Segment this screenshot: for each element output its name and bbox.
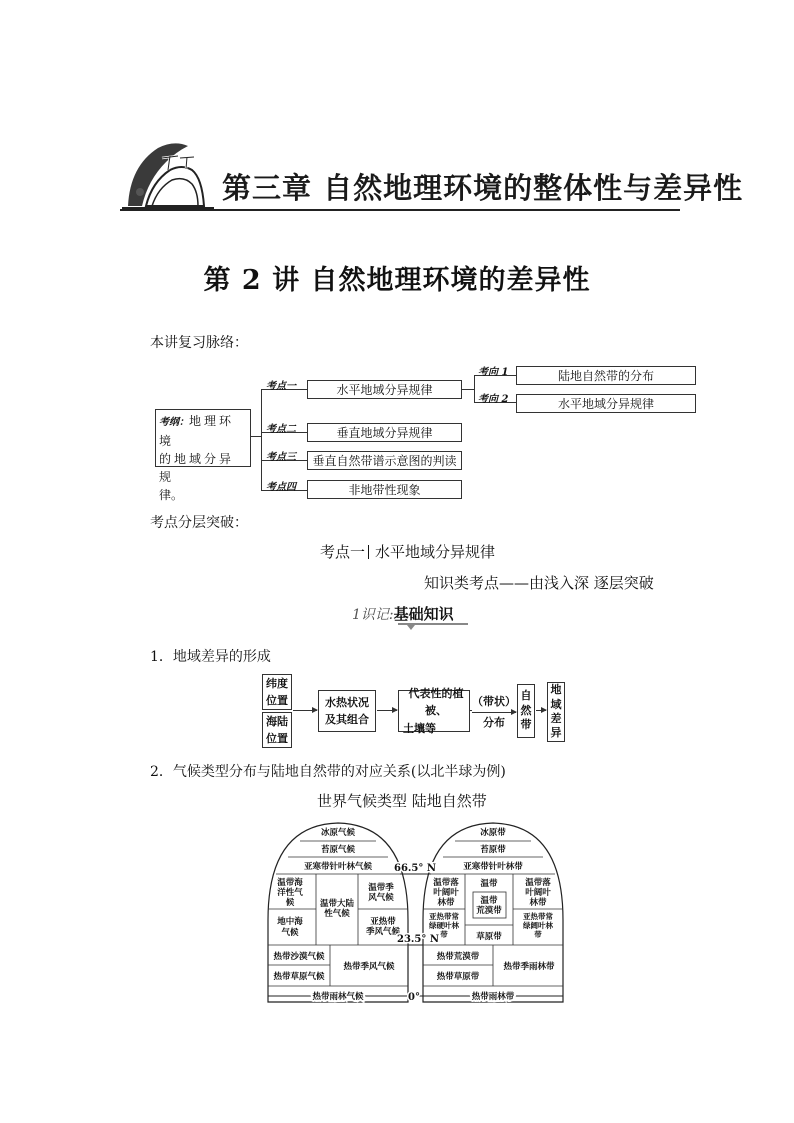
- book-mountain-icon: [118, 136, 218, 212]
- flow-regional-difference: 地 域 差 异: [547, 682, 565, 742]
- climate-temp-continental-1: 温带大陆: [319, 899, 355, 909]
- breakthrough-heading: 考点分层突破：: [150, 515, 248, 531]
- climate-temp-monsoon-1: 温带季: [368, 883, 394, 893]
- zone-temp-desert-1: 温带: [480, 896, 498, 906]
- syllabus-line-3: 律。: [159, 488, 184, 502]
- flow-land-sea: 海陆 位置: [262, 712, 292, 748]
- climate-tundra: 苔原气候: [320, 845, 356, 855]
- zone-temp-deciduous-w-3: 林带: [437, 898, 455, 908]
- climate-trop-monsoon: 热带季风气候: [343, 962, 395, 972]
- climate-temp-continental-2: 性气候: [324, 909, 350, 919]
- syllabus-box: [155, 409, 251, 502]
- point-tag-2: 考点二: [266, 424, 296, 435]
- climate-subarctic: 亚寒带针叶林气候: [303, 862, 373, 872]
- climate-ice: 冰原气候: [320, 828, 356, 838]
- zone-trop-rainforest: 热带雨林带: [471, 992, 515, 1002]
- knowledge-subtitle: 知识类考点——由浅入深 逐层突破: [424, 574, 654, 592]
- point-box-4: 非地带性现象: [307, 480, 462, 499]
- lat-equator: 0°: [408, 992, 420, 1003]
- point-title: 水平地域分异规律: [375, 543, 496, 561]
- climate-zone-svg: [258, 820, 578, 1010]
- section2-subtitle: 世界气候类型 陆地自然带: [317, 792, 487, 810]
- section1-title: 1．地域差异的形成: [150, 649, 271, 665]
- zone-tundra: 苔原带: [480, 845, 506, 855]
- direction-tag-2: 考向 2: [478, 394, 509, 405]
- flow-heat-water: 水热状况 及其组合: [318, 690, 376, 732]
- lat-66-5: 66.5° N: [394, 863, 436, 874]
- point-box-1: 水平地域分异规律: [307, 380, 462, 399]
- lat-23-5: 23.5° N: [397, 934, 439, 945]
- syllabus-line-1: 地理环境: [159, 414, 235, 448]
- syllabus-tag: 考纲：: [159, 417, 189, 428]
- direction-box-1: 陆地自然带的分布: [516, 366, 696, 385]
- climate-zone-diagram: [258, 820, 578, 1010]
- climate-trop-rainforest: 热带雨林气候: [312, 992, 364, 1002]
- climate-mediterranean-1: 地中海: [277, 917, 303, 927]
- lecture-title: 第 2 讲 自然地理环境的差异性: [203, 265, 591, 296]
- climate-temp-marine-1: 温带海: [277, 878, 303, 888]
- zone-trop-desert: 热带荒漠带: [436, 952, 480, 962]
- chapter-title: 第三章 自然地理环境的整体性与差异性: [222, 171, 744, 205]
- header-divider: [120, 209, 680, 211]
- zone-sclerophyll-1: 亚热带常: [429, 912, 459, 921]
- point-box-2: 垂直地域分异规律: [307, 423, 462, 442]
- climate-subtropical-monsoon-1: 亚热带: [370, 917, 396, 927]
- zone-temp-deciduous-e-1: 温带落: [525, 878, 551, 888]
- climate-temp-monsoon-2: 风气候: [368, 893, 394, 903]
- zone-temp-deciduous-w-1: 温带落: [433, 878, 459, 888]
- zone-sclerophyll-3: 带: [440, 930, 448, 939]
- zone-temp-desert-2: 荒漠带: [476, 906, 502, 916]
- badge-prefix: 1识记:: [352, 607, 394, 623]
- climate-trop-savanna: 热带草原气候: [273, 972, 325, 982]
- zone-temp-deciduous-e-2: 叶阔叶: [525, 888, 551, 898]
- direction-box-2: 水平地域分异规律: [516, 394, 696, 413]
- flow-belt-distribution: （带状） 分布: [472, 695, 516, 729]
- direction-tag-1: 考向 1: [478, 367, 509, 378]
- climate-temp-marine-2: 洋性气: [277, 888, 303, 898]
- point-heading: [320, 541, 495, 562]
- formation-flowchart: [262, 674, 566, 748]
- zone-taiga: 亚寒带针叶林带: [463, 862, 523, 872]
- zone-ice: 冰原带: [480, 828, 506, 838]
- climate-subtropical-monsoon-2: 季风气候: [365, 927, 401, 937]
- outline-diagram: [150, 360, 710, 502]
- point-box-3: 垂直自然带谱示意图的判读: [307, 451, 462, 470]
- zone-steppe: 草原带: [476, 932, 502, 942]
- zone-temp-deciduous-e-3: 林带: [529, 898, 547, 908]
- flow-vegetation-soil: 代表性的植被、 土壤等: [398, 690, 470, 732]
- badge-text: 基础知识: [393, 605, 454, 623]
- climate-mediterranean-2: 气候: [281, 928, 299, 938]
- zone-trop-monsoon-forest: 热带季雨林带: [503, 962, 555, 972]
- climate-trop-desert: 热带沙漠气候: [273, 952, 325, 962]
- climate-temp-marine-3: 候: [285, 898, 295, 908]
- point-tag-1: 考点一: [266, 381, 296, 392]
- point-tag-4: 考点四: [266, 482, 296, 493]
- zone-evergreen-broad-1: 亚热带常: [523, 912, 553, 921]
- zone-evergreen-broad-2: 绿阔叶林: [523, 921, 553, 930]
- outline-intro: 本讲复习脉络：: [150, 335, 248, 351]
- zone-evergreen-broad-3: 带: [534, 930, 542, 939]
- flow-natural-zone: 自 然 带: [517, 684, 535, 738]
- point-prefix: 考点一: [320, 543, 366, 561]
- flow-latitude: 纬度 位置: [262, 674, 292, 710]
- syllabus-line-2: 的地域分异规: [159, 452, 235, 484]
- point-tag-3: 考点三: [266, 452, 296, 463]
- section2-title: 2．气候类型分布与陆地自然带的对应关系(以北半球为例): [150, 764, 506, 780]
- basic-knowledge-badge: [352, 603, 470, 629]
- zone-temp-grass-1: 温带: [480, 879, 498, 889]
- zone-sclerophyll-2: 绿硬叶林: [429, 921, 459, 930]
- chapter-logo: [118, 136, 218, 212]
- zone-trop-savanna: 热带草原带: [436, 972, 480, 982]
- zone-temp-deciduous-w-2: 叶阔叶: [433, 888, 459, 898]
